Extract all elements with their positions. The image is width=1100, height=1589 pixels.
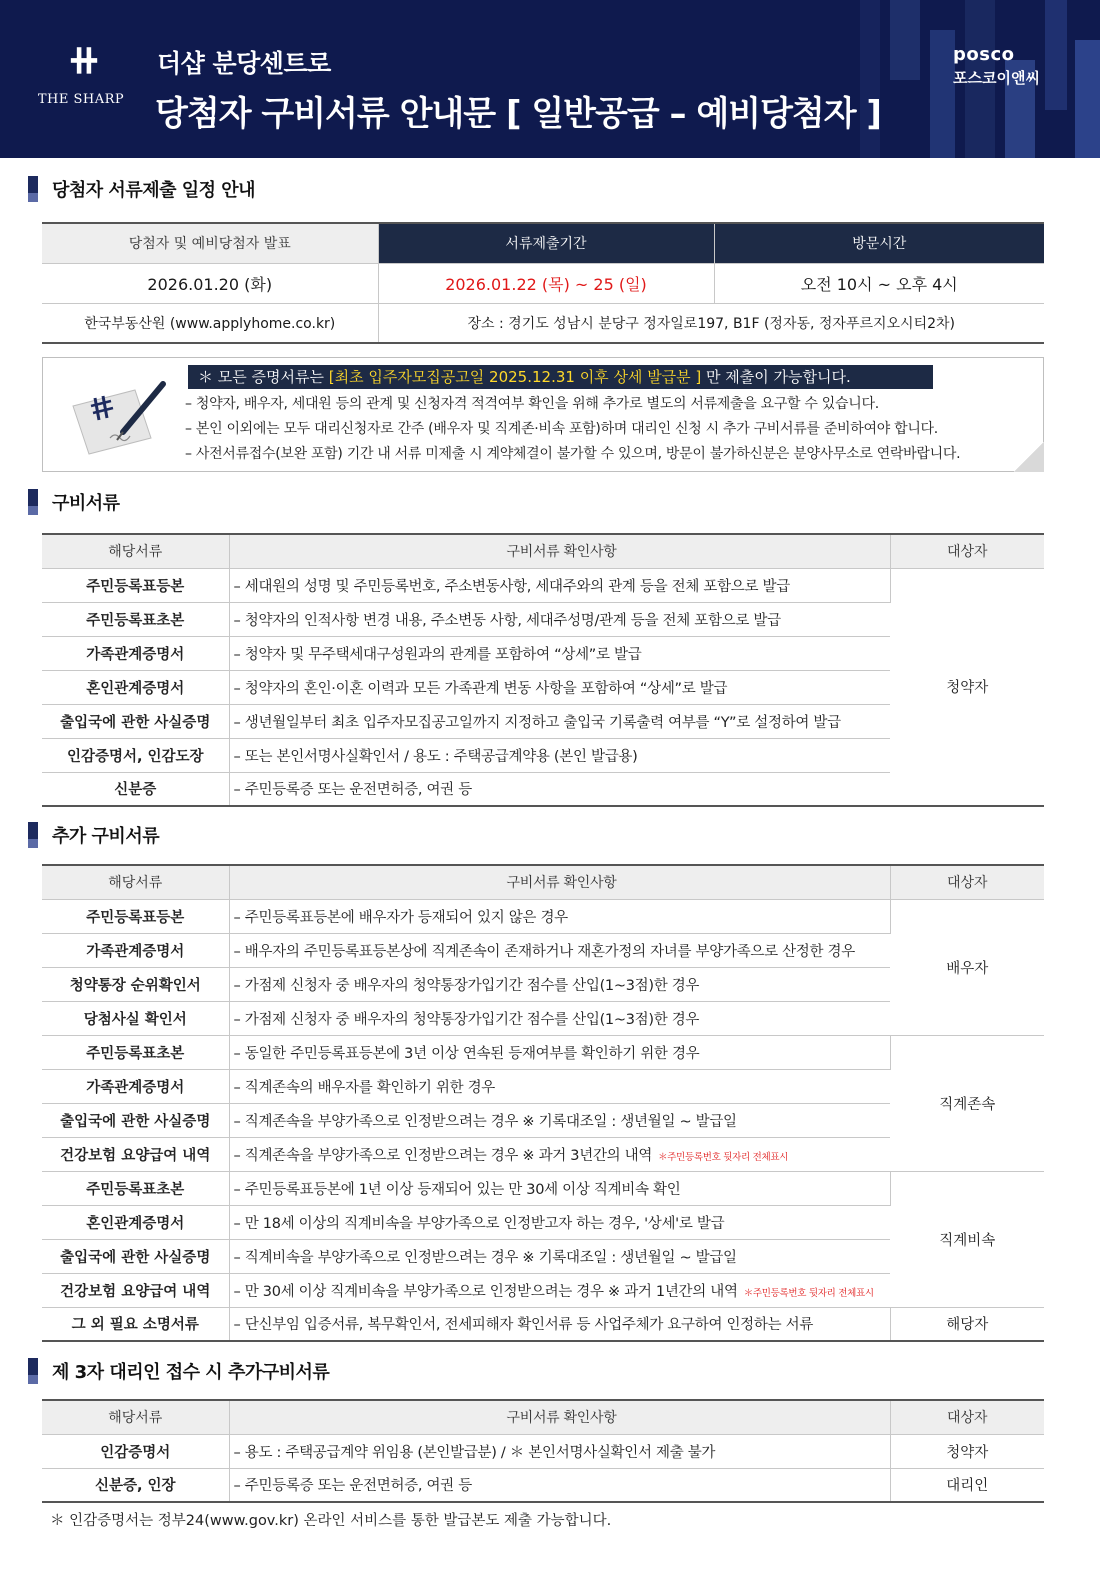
document-pen-icon (65, 376, 175, 456)
table-row: 주민등록표초본 – 동일한 주민등록표등본에 3년 이상 연속된 등재여부를 확인하기 위한 경우 직계존속 (42, 1035, 1044, 1069)
table-row: 출입국에 관한 사실증명 – 직계존속을 부양가족으로 인정받으려는 경우 ※ 기록대조일 : 생년월일 ~ 발급일 (42, 1103, 1044, 1137)
visit-time-header: 방문시간 (714, 223, 1044, 263)
docs-heading: 구비서류 (28, 489, 120, 515)
notice-box (42, 357, 1044, 472)
page-title: 당첨자 구비서류 안내문 [ 일반공급 – 예비당첨자 ] (155, 94, 881, 134)
table-row: 출입국에 관한 사실증명 – 직계비속을 부양가족으로 인정받으려는 경우 ※ 기록대조일 : 생년월일 ~ 발급일 (42, 1239, 1044, 1273)
announce-header: 당첨자 및 예비당첨자 발표 (42, 223, 378, 263)
resident-number-note: ＊주민등록번호 뒷자리 전체표시 (658, 1151, 789, 1163)
table-row: 주민등록표초본 – 청약자의 인적사항 변경 내용, 주소변동 사항, 세대주성명/관계 등을 전체 포함으로 발급 (42, 602, 1044, 636)
table-row: 인감증명서, 인감도장 – 또는 본인서명사실확인서 / 용도 : 주택공급계약용 (본인 발급용) (42, 738, 1044, 772)
col-header-doc: 해당서류 (42, 534, 229, 568)
schedule-table (42, 222, 1044, 344)
announce-site: 한국부동산원 (www.applyhome.co.kr) (42, 303, 378, 343)
col-header-check: 구비서류 확인사항 (229, 865, 890, 899)
footer-note: ＊ 인감증명서는 정부24(www.gov.kr) 온라인 서비스를 통한 발급본도 제출 가능합니다. (50, 1513, 612, 1529)
agent-docs-table (42, 1399, 1044, 1503)
table-row: 당첨사실 확인서 – 가점제 신청자 중 배우자의 청약통장가입기간 점수를 산입(1~3점)한 경우 (42, 1001, 1044, 1035)
target-cell: 청약자 (890, 568, 1044, 806)
notice-highlight: ＊ 모든 증명서류는 [최초 입주자모집공고일 2025.12.31 이후 상세 발급분 ] 만 제출이 가능합니다. (188, 365, 933, 389)
posco-logo: posco 포스코이앤씨 (953, 44, 1040, 87)
table-row: 인감증명서 – 용도 : 주택공급계약 위임용 (본인발급분) / ＊ 본인서명사실확인서 제출 불가 청약자 (42, 1434, 1044, 1468)
visit-time: 오전 10시 ~ 오후 4시 (714, 263, 1044, 303)
page-curl (1014, 442, 1044, 472)
target-cell: 해당자 (890, 1307, 1044, 1341)
the-sharp-logo: ⧺ THE SHARP (37, 36, 125, 107)
location: 장소 : 경기도 성남시 분당구 정자일로197, B1F (정자동, 정자푸르지오시티2차) (378, 303, 1044, 343)
col-header-check: 구비서류 확인사항 (229, 534, 890, 568)
agent-heading: 제 3자 대리인 접수 시 추가구비서류 (28, 1358, 329, 1384)
target-cell: 직계비속 (890, 1171, 1044, 1307)
table-row: 혼인관계증명서 – 만 18세 이상의 직계비속을 부양가족으로 인정받고자 하는 경우, '상세'로 발급 (42, 1205, 1044, 1239)
submit-period-header: 서류제출기간 (378, 223, 714, 263)
table-row: 신분증, 인장 – 주민등록증 또는 운전면허증, 여권 등 대리인 (42, 1468, 1044, 1502)
col-header-target: 대상자 (890, 534, 1044, 568)
table-row: 가족관계증명서 – 배우자의 주민등록표등본상에 직계존속이 존재하거나 재혼가정의 자녀를 부양가족으로 산정한 경우 (42, 933, 1044, 967)
col-header-target: 대상자 (890, 865, 1044, 899)
table-row: 청약통장 순위확인서 – 가점제 신청자 중 배우자의 청약통장가입기간 점수를 산입(1~3점)한 경우 (42, 967, 1044, 1001)
col-header-doc: 해당서류 (42, 865, 229, 899)
docs-table (42, 533, 1044, 807)
table-row: 가족관계증명서 – 청약자 및 무주택세대구성원과의 관계를 포함하여 “상세”로 발급 (42, 636, 1044, 670)
table-row: 그 외 필요 소명서류 – 단신부임 입증서류, 복무확인서, 전세피해자 확인서류 등 사업주체가 요구하여 인정하는 서류 해당자 (42, 1307, 1044, 1341)
schedule-heading: 당첨자 서류제출 일정 안내 (28, 176, 255, 202)
announce-date: 2026.01.20 (화) (42, 263, 378, 303)
table-row: 주민등록표초본 – 주민등록표등본에 1년 이상 등재되어 있는 만 30세 이상 직계비속 확인 직계비속 (42, 1171, 1044, 1205)
target-cell: 배우자 (890, 899, 1044, 1035)
table-row: 주민등록표등본 – 세대원의 성명 및 주민등록번호, 주소변동사항, 세대주와의 관계 등을 전체 포함으로 발급 청약자 (42, 568, 1044, 602)
notice-line: – 본인 이외에는 모두 대리신청자로 간주 (배우자 및 직계존·비속 포함)하며 대리인 신청 시 추가 구비서류를 준비하여야 합니다. (185, 421, 938, 437)
notice-line: – 청약자, 배우자, 세대원 등의 관계 및 신청자격 적격여부 확인을 위해 추가로 별도의 서류제출을 요구할 수 있습니다. (185, 396, 879, 412)
col-header-check: 구비서류 확인사항 (229, 1400, 890, 1434)
col-header-target: 대상자 (890, 1400, 1044, 1434)
table-row: 혼인관계증명서 – 청약자의 혼인·이혼 이력과 모든 가족관계 변동 사항을 포함하여 “상세”로 발급 (42, 670, 1044, 704)
table-row: 출입국에 관한 사실증명 – 생년월일부터 최초 입주자모집공고일까지 지정하고 출입국 기록출력 여부를 “Y”로 설정하여 발급 (42, 704, 1044, 738)
page-header (0, 0, 1100, 158)
extra-docs-table (42, 864, 1044, 1342)
notice-line: – 사전서류접수(보완 포함) 기간 내 서류 미제출 시 계약체결이 불가할 수 있으며, 방문이 불가하신분은 분양사무소로 연락바랍니다. (185, 446, 961, 462)
target-cell: 직계존속 (890, 1035, 1044, 1171)
table-row: 건강보험 요양급여 내역 – 만 30세 이상 직계비속을 부양가족으로 인정받으려는 경우 ※ 과거 1년간의 내역 ＊주민등록번호 뒷자리 전체표시 (42, 1273, 1044, 1307)
extra-heading: 추가 구비서류 (28, 822, 159, 848)
col-header-doc: 해당서류 (42, 1400, 229, 1434)
table-row: 가족관계증명서 – 직계존속의 배우자를 확인하기 위한 경우 (42, 1069, 1044, 1103)
table-row: 신분증 – 주민등록증 또는 운전면허증, 여권 등 (42, 772, 1044, 806)
submit-period: 2026.01.22 (목) ~ 25 (일) (378, 263, 714, 303)
resident-number-note: ＊주민등록번호 뒷자리 전체표시 (743, 1287, 874, 1299)
header-subtitle: 더샵 분당센트로 (157, 49, 331, 78)
table-row: 주민등록표등본 – 주민등록표등본에 배우자가 등재되어 있지 않은 경우 배우자 (42, 899, 1044, 933)
table-row: 건강보험 요양급여 내역 – 직계존속을 부양가족으로 인정받으려는 경우 ※ 과거 3년간의 내역 ＊주민등록번호 뒷자리 전체표시 (42, 1137, 1044, 1171)
